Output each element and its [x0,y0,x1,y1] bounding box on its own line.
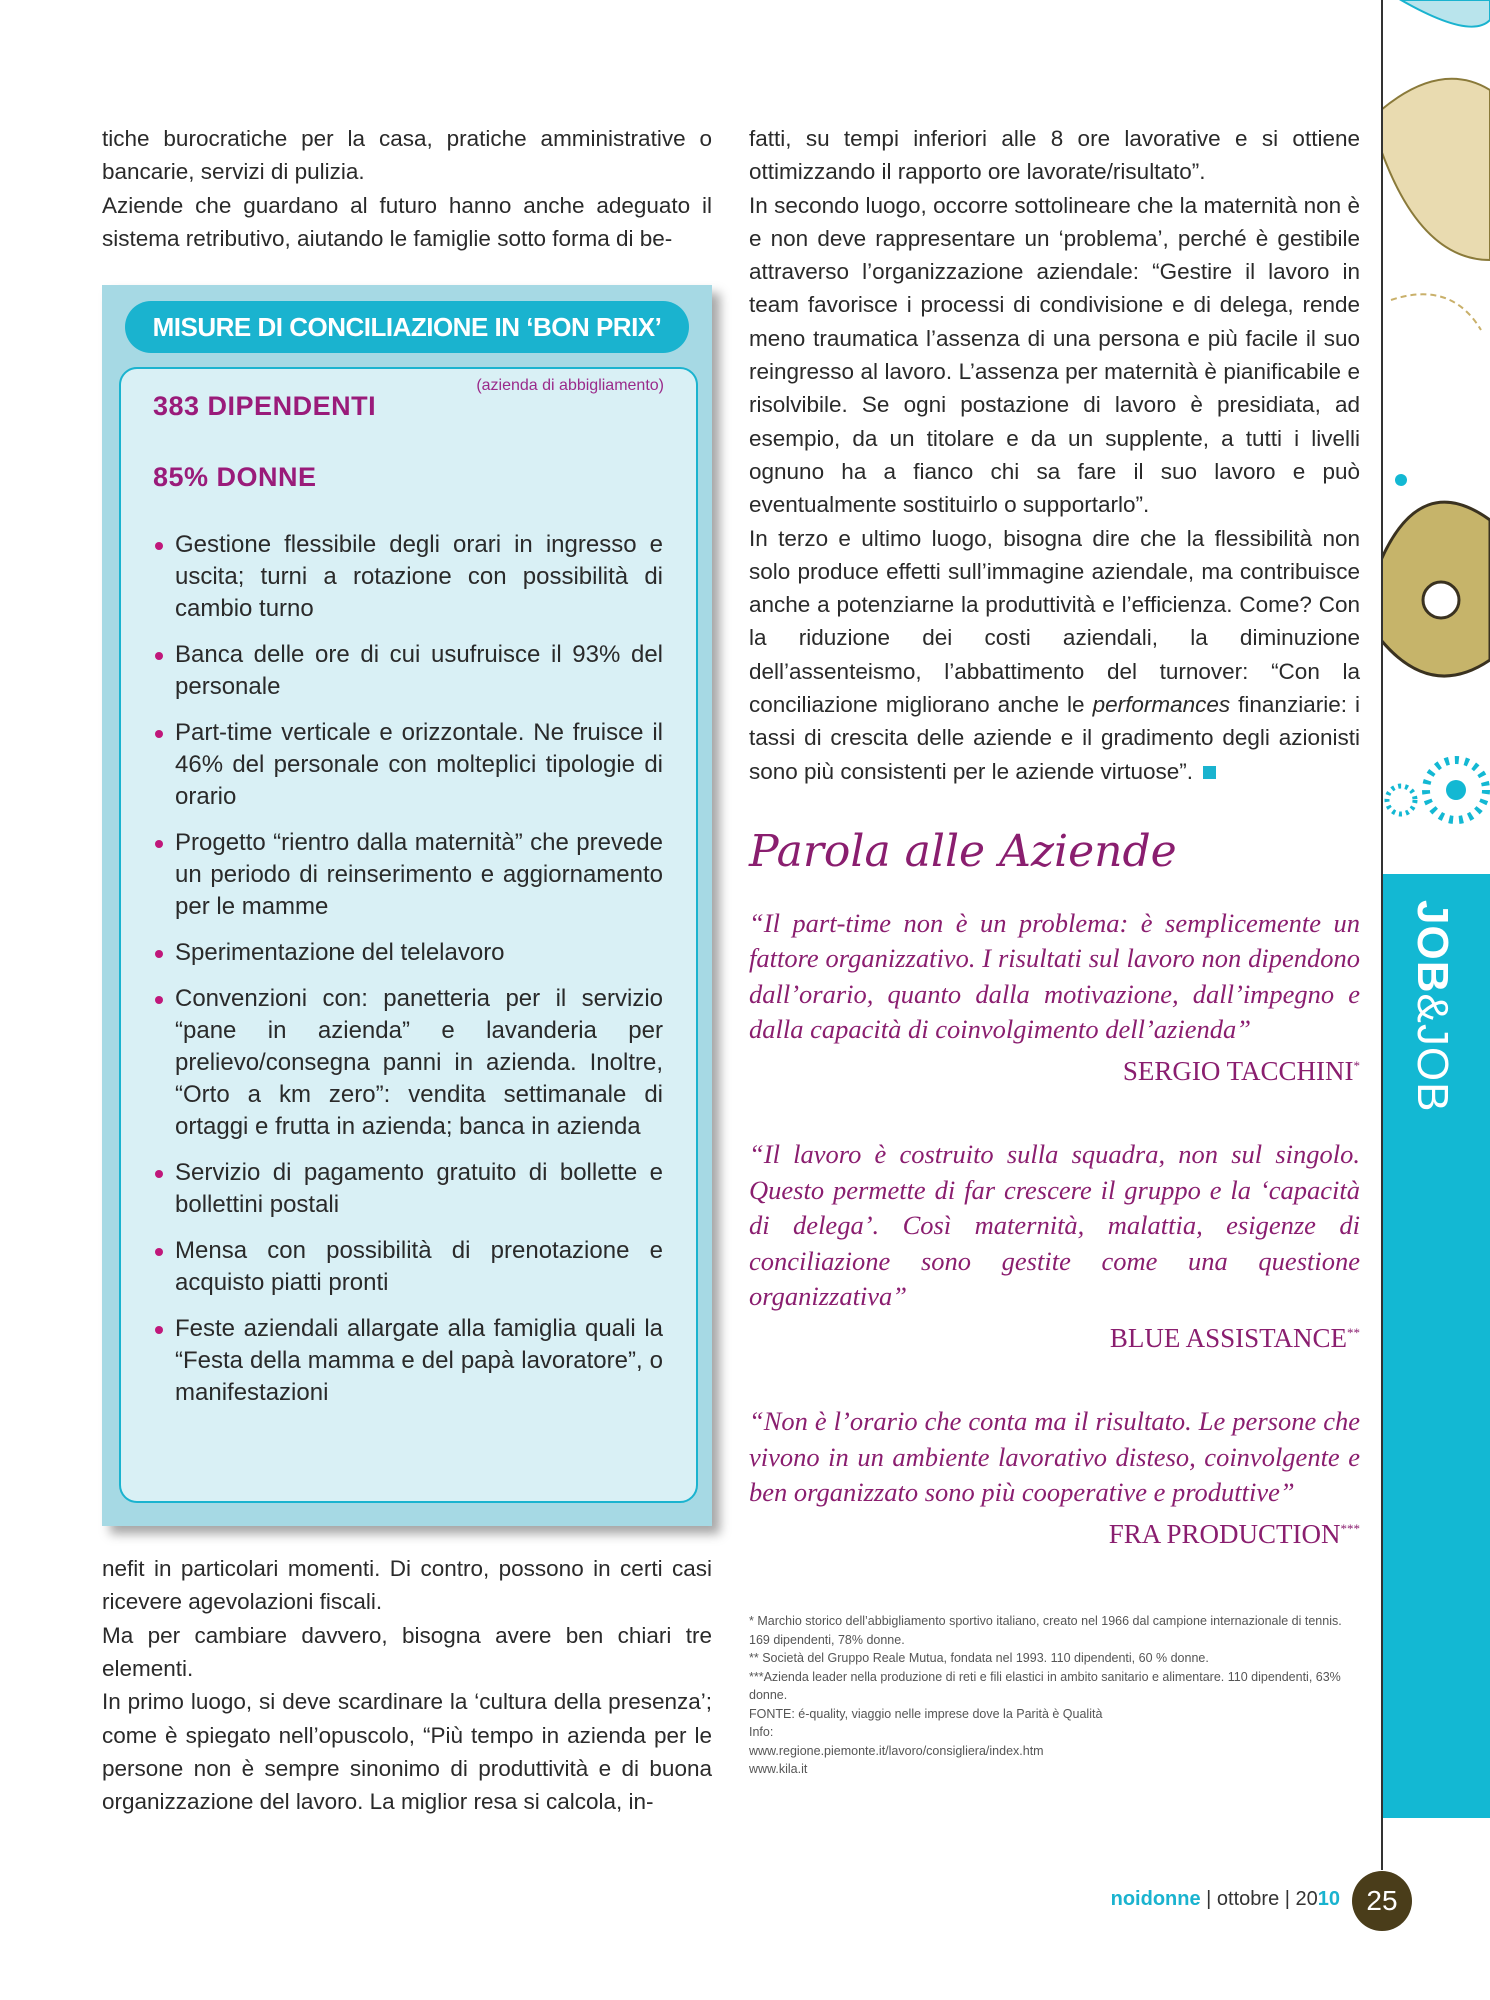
footnote: Info: [749,1725,774,1740]
paragraph: In primo luogo, si deve scardinare la ‘cultura della presenza’; come è spiegato nell’opuscolo, “Più tempo in azienda per le persone non è sempre sinonimo di produttività e di buona organizzazione del lavoro. La miglior resa si calcola, in- [102,1689,712,1815]
quote-text: “Non è l’orario che conta ma il risultato. Le persone che vivono in un ambiente lavorativo disteso, coinvolgente e ben organizzato sono più cooperative e produttive” [749,1406,1360,1508]
paragraph: tiche burocratiche per la casa, pratiche amministrative o bancarie, servizi di pulizia. [102,126,712,185]
left-column [102,122,712,1819]
page-number: 25 [1352,1871,1412,1931]
paragraph: Ma per cambiare davvero, bisogna avere ben chiari tre elementi. [102,1622,712,1682]
footnote-mark: * [1353,1057,1360,1073]
footnote-mark: *** [1340,1520,1360,1536]
list-item: Banca delle ore di cui usufruisce il 93% del personale [153,639,663,703]
list-item: Convenzioni con: panetteria per il servizio “pane in azienda” e lavanderia per prelievo/consegna panni in azienda. Inoltre, “Orto a km zero”: vendita settimanale di ortaggi e frutta in azienda; banca in azienda [153,983,663,1143]
label-light: JOB [1408,1023,1457,1113]
issue-year-accent: 10 [1317,1888,1340,1910]
quote-author [749,1511,1360,1553]
employees-stat: 383 DIPENDENTI [153,391,377,422]
left-column-top [102,122,712,255]
paragraph: Aziende che guardano al futuro hanno anche adeguato il sistema retributivo, aiutando le famiglie sotto forma di be- [102,192,712,251]
footnote-mark: ** [1347,1324,1360,1340]
label-bold: JOB [1408,900,1457,994]
women-stat: 85% DONNE [153,462,317,493]
left-column-bottom [102,1552,712,1818]
list-item: Sperimentazione del telelavoro [153,937,663,969]
issue-month: ottobre [1216,1888,1280,1910]
footnote-link[interactable]: www.kila.it [749,1762,808,1777]
box-inner-panel [119,367,698,1503]
quote [749,1404,1360,1552]
measures-list [153,529,663,1409]
paragraph: In secondo luogo, occorre sottolineare che la maternità non è e non deve rappresentare un ‘problema’, perché è gestibile attraverso l’organizzazione aziendale: “Gestire il lavoro in team favorisce i processi di condivisione e di delega, rende meno traumatica l’assenza di una persona e più facile il suo reingresso al lavoro. L’assenza per maternità è pianificabile e risolvibile. Se ogni postazione di lavoro è presidiata, ad esempio, da un titolare e da un supplente, a tutti i livelli ognuno ha a fianco chi sa fare il suo lavoro e può eventualmente sostituirlo o supportarlo”. [749,192,1360,518]
paragraph [749,522,1360,788]
sidebar-box [102,285,712,1526]
paragraph: nefit in particolari momenti. Di contro, possono in certi casi ricevere agevolazioni fiscali. [102,1556,712,1615]
footnote: ** Società del Gruppo Reale Mutua, fondata nel 1993. 110 dipendenti, 60 % donne. [749,1651,1209,1666]
quote-author [749,1048,1360,1090]
magazine-name: noidonne [1110,1888,1201,1910]
page-footer: noidonne | ottobre | 2010 [1110,1888,1340,1910]
author-name: BLUE ASSISTANCE [1109,1322,1347,1353]
footnote: FONTE: é-quality, viaggio nelle imprese dove la Parità è Qualità [749,1706,1103,1721]
quote-text: “Il part-time non è un problema: è semplicemente un fattore organizzativo. I risultati sul lavoro non dipendono dall’orario, quanto dalla motivazione, dall’impegno e dalla capacità di coinvolgimento dell’azienda” [749,907,1360,1045]
section-label [1407,900,1457,1112]
box-tag: (azienda di abbigliamento) [476,377,664,395]
label-amp: & [1408,993,1457,1024]
end-of-article-mark [1203,766,1216,779]
list-item: Feste aziendali allargate alla famiglia quali la “Festa della mamma e del papà lavoratore”, o manifestazioni [153,1313,663,1409]
footnote: * Marchio storico dell’abbigliamento sportivo italiano, creato nel 1966 dal campione internazionale di tennis. 169 dipendenti, 78% donne. [749,1614,1342,1647]
list-item: Progetto “rientro dalla maternità” che prevede un periodo di reinserimento e aggiornamento per le mamme [153,827,663,923]
list-item: Servizio di pagamento gratuito di bollette e bollettini postali [153,1157,663,1221]
section-title: Parola alle Aziende [749,825,1177,877]
footnote-link[interactable]: www.regione.piemonte.it/lavoro/consigliera/index.htm [749,1743,1044,1758]
author-name: FRA PRODUCTION [1108,1518,1341,1549]
quote [749,906,1360,1090]
text: In terzo e ultimo luogo, bisogna dire che la flessibilità non solo produce effetti sull’immagine aziendale, ma contribuisce anche a potenziarne la produttività e l’efficienza. Come? Con la riduzione dei costi aziendali, la diminuzione dell’assenteismo, l’abbattimento del turnover: “Con la conciliazione migliorano anche le [749,525,1360,718]
footnote: ***Azienda leader nella produzione di reti e fili elastici in ambito sanitario e alimentare. 110 dipendenti, 63% donne. [749,1669,1341,1703]
footnotes [749,1612,1360,1779]
quote-author [749,1315,1360,1357]
author-name: SERGIO TACCHINI [1122,1055,1354,1086]
quote-text: “Il lavoro è costruito sulla squadra, non sul singolo. Questo permette di far crescere il gruppo e la ‘capacità di delega’. Così maternità, malattia, esigenze di conciliazione sono gestite come una questione organizzativa” [749,1139,1360,1312]
italic-text: performances [1092,692,1231,718]
list-item: Gestione flessibile degli orari in ingresso e uscita; turni a rotazione con possibilità di cambio turno [153,529,663,625]
paragraph: fatti, su tempi inferiori alle 8 ore lavorative e si ottiene ottimizzando il rapporto ore lavorate/risultato”. [749,126,1360,185]
right-column [749,122,1360,1779]
text: finanziarie: i tassi di crescita delle aziende e il gradimento degli azionisti sono più consistenti per le aziende virtuose”. [749,692,1360,784]
right-column-top [749,122,1360,788]
list-item: Mensa con possibilità di prenotazione e acquisto piatti pronti [153,1235,663,1299]
stat-row [153,377,664,422]
issue-year: 20 [1295,1888,1318,1910]
quote [749,1137,1360,1356]
list-item: Part-time verticale e orizzontale. Ne fruisce il 46% del personale con molteplici tipologie di orario [153,717,663,813]
box-title: MISURE DI CONCILIAZIONE IN ‘BON PRIX’ [125,301,689,353]
